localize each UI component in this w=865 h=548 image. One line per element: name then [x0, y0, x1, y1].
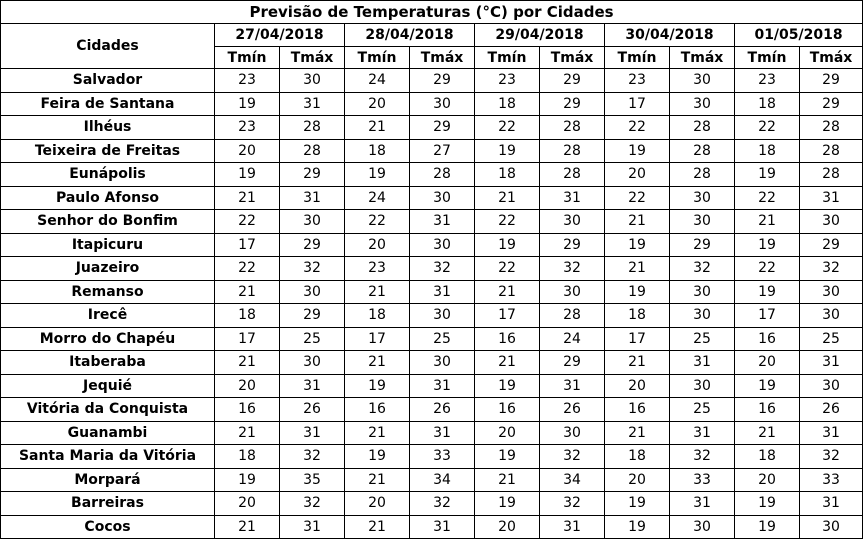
- tmax-value-cell: 30: [540, 280, 605, 304]
- tmin-header: Tmín: [735, 47, 800, 69]
- tmin-value-cell: 21: [475, 280, 540, 304]
- city-name-cell: Itaberaba: [1, 351, 215, 375]
- tmin-value-cell: 19: [345, 445, 410, 469]
- tmin-value-cell: 22: [215, 210, 280, 234]
- table-title: Previsão de Temperaturas (°C) por Cidades: [1, 1, 863, 24]
- tmin-value-cell: 19: [475, 374, 540, 398]
- tmax-value-cell: 33: [670, 468, 735, 492]
- tmax-value-cell: 31: [800, 421, 863, 445]
- table-row: [1, 515, 863, 539]
- table-row: [1, 445, 863, 469]
- tmin-value-cell: 19: [345, 163, 410, 187]
- city-name-cell: Morpará: [1, 468, 215, 492]
- tmin-value-cell: 21: [215, 186, 280, 210]
- tmin-value-cell: 16: [475, 327, 540, 351]
- tmin-value-cell: 19: [215, 468, 280, 492]
- tmax-value-cell: 30: [280, 351, 345, 375]
- table-row: [1, 351, 863, 375]
- tmax-value-cell: 30: [670, 92, 735, 116]
- tmax-value-cell: 31: [280, 186, 345, 210]
- tmax-value-cell: 31: [280, 515, 345, 539]
- tmax-value-cell: 30: [670, 69, 735, 93]
- tmax-value-cell: 29: [540, 69, 605, 93]
- tmin-value-cell: 19: [735, 233, 800, 257]
- tmin-value-cell: 19: [475, 139, 540, 163]
- tmin-value-cell: 21: [605, 210, 670, 234]
- tmax-value-cell: 31: [800, 492, 863, 516]
- tmin-value-cell: 21: [735, 210, 800, 234]
- tmin-value-cell: 23: [605, 69, 670, 93]
- table-row: [1, 116, 863, 140]
- table-row: [1, 139, 863, 163]
- city-name-cell: Eunápolis: [1, 163, 215, 187]
- tmax-value-cell: 28: [800, 163, 863, 187]
- tmin-value-cell: 21: [215, 351, 280, 375]
- tmin-value-cell: 22: [475, 210, 540, 234]
- tmax-value-cell: 30: [410, 186, 475, 210]
- tmax-value-cell: 26: [540, 398, 605, 422]
- tmax-value-cell: 35: [280, 468, 345, 492]
- city-name-cell: Paulo Afonso: [1, 186, 215, 210]
- tmax-value-cell: 29: [410, 69, 475, 93]
- city-name-cell: Santa Maria da Vitória: [1, 445, 215, 469]
- tmin-value-cell: 17: [215, 233, 280, 257]
- city-name-cell: Vitória da Conquista: [1, 398, 215, 422]
- tmax-value-cell: 30: [540, 210, 605, 234]
- table-row: [1, 327, 863, 351]
- tmax-value-cell: 32: [540, 257, 605, 281]
- tmax-value-cell: 31: [540, 374, 605, 398]
- tmin-value-cell: 23: [475, 69, 540, 93]
- tmin-header: Tmín: [215, 47, 280, 69]
- tmax-value-cell: 33: [410, 445, 475, 469]
- tmax-value-cell: 28: [540, 139, 605, 163]
- tmin-header: Tmín: [475, 47, 540, 69]
- tmin-value-cell: 20: [215, 374, 280, 398]
- city-name-cell: Itapicuru: [1, 233, 215, 257]
- city-name-cell: Cocos: [1, 515, 215, 539]
- tmax-value-cell: 29: [280, 163, 345, 187]
- tmin-value-cell: 21: [605, 421, 670, 445]
- tmax-value-cell: 32: [410, 492, 475, 516]
- tmax-value-cell: 31: [410, 210, 475, 234]
- tmax-value-cell: 28: [540, 163, 605, 187]
- tmax-value-cell: 31: [280, 421, 345, 445]
- tmin-value-cell: 20: [605, 468, 670, 492]
- tmax-value-cell: 25: [670, 327, 735, 351]
- tmax-value-cell: 29: [410, 116, 475, 140]
- tmin-value-cell: 18: [475, 92, 540, 116]
- tmax-value-cell: 31: [410, 374, 475, 398]
- tmax-value-cell: 28: [670, 139, 735, 163]
- tmin-value-cell: 16: [605, 398, 670, 422]
- tmax-value-cell: 28: [800, 139, 863, 163]
- tmax-value-cell: 30: [410, 351, 475, 375]
- table-row: [1, 92, 863, 116]
- tmax-value-cell: 30: [800, 374, 863, 398]
- tmin-value-cell: 21: [345, 421, 410, 445]
- tmax-value-cell: 30: [280, 69, 345, 93]
- tmin-value-cell: 18: [345, 139, 410, 163]
- city-name-cell: Juazeiro: [1, 257, 215, 281]
- tmax-value-cell: 29: [540, 233, 605, 257]
- tmin-value-cell: 19: [605, 280, 670, 304]
- date-header: 27/04/2018: [215, 24, 345, 47]
- tmax-value-cell: 30: [540, 421, 605, 445]
- table-row: [1, 186, 863, 210]
- tmax-header: Tmáx: [280, 47, 345, 69]
- tmin-value-cell: 18: [735, 445, 800, 469]
- tmax-value-cell: 30: [800, 304, 863, 328]
- tmin-value-cell: 19: [475, 492, 540, 516]
- tmin-value-cell: 24: [345, 69, 410, 93]
- tmin-header: Tmín: [345, 47, 410, 69]
- tmin-value-cell: 23: [215, 69, 280, 93]
- table-row: [1, 233, 863, 257]
- tmin-value-cell: 19: [735, 280, 800, 304]
- tmin-value-cell: 22: [345, 210, 410, 234]
- table-row: [1, 492, 863, 516]
- tmin-value-cell: 22: [735, 186, 800, 210]
- tmin-value-cell: 16: [475, 398, 540, 422]
- tmax-value-cell: 30: [280, 280, 345, 304]
- tmax-value-cell: 28: [410, 163, 475, 187]
- tmin-value-cell: 23: [735, 69, 800, 93]
- tmax-header: Tmáx: [800, 47, 863, 69]
- tmin-value-cell: 19: [475, 233, 540, 257]
- table-row: [1, 421, 863, 445]
- table-body: [1, 69, 863, 539]
- tmin-value-cell: 16: [345, 398, 410, 422]
- table-row: [1, 69, 863, 93]
- tmin-value-cell: 23: [215, 116, 280, 140]
- tmin-value-cell: 20: [345, 92, 410, 116]
- tmin-value-cell: 20: [605, 163, 670, 187]
- tmin-value-cell: 19: [215, 92, 280, 116]
- tmin-value-cell: 16: [735, 327, 800, 351]
- tmin-value-cell: 21: [215, 280, 280, 304]
- tmin-value-cell: 19: [735, 374, 800, 398]
- tmax-value-cell: 30: [670, 515, 735, 539]
- tmax-value-cell: 31: [670, 421, 735, 445]
- city-name-cell: Ilhéus: [1, 116, 215, 140]
- tmax-value-cell: 31: [280, 92, 345, 116]
- table-row: [1, 257, 863, 281]
- city-column-header: Cidades: [1, 24, 215, 69]
- tmax-value-cell: 30: [670, 210, 735, 234]
- table-row: [1, 304, 863, 328]
- tmax-value-cell: 30: [800, 280, 863, 304]
- date-header: 01/05/2018: [735, 24, 863, 47]
- tmin-value-cell: 20: [345, 233, 410, 257]
- tmax-value-cell: 29: [540, 92, 605, 116]
- tmin-value-cell: 19: [215, 163, 280, 187]
- tmin-value-cell: 19: [605, 233, 670, 257]
- date-header: 28/04/2018: [345, 24, 475, 47]
- tmax-value-cell: 31: [800, 351, 863, 375]
- tmax-value-cell: 31: [280, 374, 345, 398]
- table-row: [1, 280, 863, 304]
- city-name-cell: Jequié: [1, 374, 215, 398]
- city-name-cell: Remanso: [1, 280, 215, 304]
- tmin-value-cell: 21: [475, 186, 540, 210]
- tmax-value-cell: 32: [800, 257, 863, 281]
- tmin-value-cell: 21: [345, 351, 410, 375]
- tmin-value-cell: 19: [735, 515, 800, 539]
- tmax-value-cell: 32: [540, 492, 605, 516]
- tmin-value-cell: 21: [475, 468, 540, 492]
- tmax-value-cell: 31: [540, 515, 605, 539]
- tmin-value-cell: 19: [735, 492, 800, 516]
- tmax-value-cell: 29: [800, 92, 863, 116]
- tmin-value-cell: 16: [215, 398, 280, 422]
- tmin-value-cell: 20: [475, 515, 540, 539]
- tmin-value-cell: 18: [475, 163, 540, 187]
- city-name-cell: Morro do Chapéu: [1, 327, 215, 351]
- tmin-value-cell: 19: [735, 163, 800, 187]
- tmax-value-cell: 32: [670, 257, 735, 281]
- tmax-value-cell: 31: [410, 421, 475, 445]
- tmax-value-cell: 26: [410, 398, 475, 422]
- tmin-value-cell: 22: [475, 116, 540, 140]
- tmin-value-cell: 18: [345, 304, 410, 328]
- tmin-value-cell: 20: [215, 139, 280, 163]
- city-name-cell: Irecê: [1, 304, 215, 328]
- tmin-value-cell: 21: [475, 351, 540, 375]
- tmin-value-cell: 20: [345, 492, 410, 516]
- tmin-value-cell: 24: [345, 186, 410, 210]
- tmin-value-cell: 21: [215, 421, 280, 445]
- tmin-value-cell: 19: [605, 515, 670, 539]
- tmin-value-cell: 20: [605, 374, 670, 398]
- city-name-cell: Salvador: [1, 69, 215, 93]
- tmax-value-cell: 30: [280, 210, 345, 234]
- tmin-value-cell: 18: [605, 304, 670, 328]
- tmax-value-cell: 32: [280, 445, 345, 469]
- city-name-cell: Barreiras: [1, 492, 215, 516]
- table-row: [1, 398, 863, 422]
- tmax-value-cell: 25: [280, 327, 345, 351]
- tmax-value-cell: 29: [280, 233, 345, 257]
- tmax-value-cell: 24: [540, 327, 605, 351]
- tmax-value-cell: 26: [280, 398, 345, 422]
- tmin-value-cell: 21: [345, 116, 410, 140]
- tmax-value-cell: 28: [280, 139, 345, 163]
- tmax-value-cell: 31: [410, 515, 475, 539]
- tmin-value-cell: 19: [605, 139, 670, 163]
- tmax-value-cell: 30: [410, 304, 475, 328]
- tmax-value-cell: 29: [800, 69, 863, 93]
- tmax-value-cell: 34: [410, 468, 475, 492]
- tmax-value-cell: 28: [800, 116, 863, 140]
- tmax-value-cell: 30: [800, 515, 863, 539]
- tmin-value-cell: 16: [735, 398, 800, 422]
- tmax-value-cell: 27: [410, 139, 475, 163]
- tmax-value-cell: 30: [670, 304, 735, 328]
- tmax-value-cell: 30: [670, 280, 735, 304]
- tmax-value-cell: 30: [410, 92, 475, 116]
- table-row: [1, 374, 863, 398]
- tmax-value-cell: 28: [540, 304, 605, 328]
- tmax-value-cell: 30: [670, 186, 735, 210]
- tmin-value-cell: 18: [735, 139, 800, 163]
- city-name-cell: Teixeira de Freitas: [1, 139, 215, 163]
- tmax-value-cell: 31: [410, 280, 475, 304]
- tmin-value-cell: 21: [605, 351, 670, 375]
- tmax-value-cell: 30: [410, 233, 475, 257]
- tmin-value-cell: 17: [605, 327, 670, 351]
- tmax-value-cell: 25: [800, 327, 863, 351]
- tmax-value-cell: 30: [670, 374, 735, 398]
- tmax-value-cell: 28: [540, 116, 605, 140]
- tmax-value-cell: 29: [540, 351, 605, 375]
- tmax-header: Tmáx: [540, 47, 605, 69]
- tmin-value-cell: 19: [605, 492, 670, 516]
- tmin-value-cell: 22: [605, 116, 670, 140]
- table-row: [1, 210, 863, 234]
- tmax-value-cell: 25: [670, 398, 735, 422]
- tmax-header: Tmáx: [410, 47, 475, 69]
- tmin-value-cell: 21: [605, 257, 670, 281]
- tmax-value-cell: 29: [280, 304, 345, 328]
- tmax-value-cell: 26: [800, 398, 863, 422]
- tmax-value-cell: 25: [410, 327, 475, 351]
- tmin-value-cell: 19: [345, 374, 410, 398]
- tmax-value-cell: 30: [800, 210, 863, 234]
- tmax-value-cell: 32: [280, 257, 345, 281]
- tmin-value-cell: 18: [605, 445, 670, 469]
- tmax-value-cell: 31: [670, 492, 735, 516]
- tmin-value-cell: 17: [475, 304, 540, 328]
- tmin-value-cell: 23: [345, 257, 410, 281]
- tmax-value-cell: 32: [540, 445, 605, 469]
- tmax-value-cell: 28: [670, 163, 735, 187]
- tmax-value-cell: 29: [670, 233, 735, 257]
- tmin-value-cell: 17: [735, 304, 800, 328]
- date-header: 29/04/2018: [475, 24, 605, 47]
- city-name-cell: Senhor do Bonfim: [1, 210, 215, 234]
- tmax-value-cell: 32: [280, 492, 345, 516]
- tmin-value-cell: 20: [735, 468, 800, 492]
- table-row: [1, 468, 863, 492]
- tmin-value-cell: 19: [475, 445, 540, 469]
- tmin-value-cell: 20: [475, 421, 540, 445]
- tmin-value-cell: 20: [215, 492, 280, 516]
- tmin-value-cell: 22: [215, 257, 280, 281]
- tmax-value-cell: 29: [800, 233, 863, 257]
- tmin-value-cell: 17: [605, 92, 670, 116]
- tmax-value-cell: 31: [670, 351, 735, 375]
- tmin-value-cell: 18: [215, 304, 280, 328]
- tmin-value-cell: 17: [345, 327, 410, 351]
- tmin-value-cell: 21: [345, 515, 410, 539]
- tmin-value-cell: 18: [735, 92, 800, 116]
- tmax-value-cell: 34: [540, 468, 605, 492]
- tmax-value-cell: 28: [280, 116, 345, 140]
- tmin-value-cell: 20: [735, 351, 800, 375]
- tmax-value-cell: 33: [800, 468, 863, 492]
- tmin-value-cell: 17: [215, 327, 280, 351]
- tmax-value-cell: 32: [410, 257, 475, 281]
- date-header: 30/04/2018: [605, 24, 735, 47]
- table-row: [1, 163, 863, 187]
- tmin-value-cell: 21: [345, 468, 410, 492]
- tmin-value-cell: 22: [735, 257, 800, 281]
- tmax-value-cell: 32: [670, 445, 735, 469]
- city-name-cell: Guanambi: [1, 421, 215, 445]
- tmax-value-cell: 31: [540, 186, 605, 210]
- tmax-value-cell: 31: [800, 186, 863, 210]
- tmax-value-cell: 28: [670, 116, 735, 140]
- city-name-cell: Feira de Santana: [1, 92, 215, 116]
- tmin-header: Tmín: [605, 47, 670, 69]
- tmin-value-cell: 22: [475, 257, 540, 281]
- tmin-value-cell: 22: [735, 116, 800, 140]
- tmin-value-cell: 21: [215, 515, 280, 539]
- tmin-value-cell: 21: [735, 421, 800, 445]
- tmin-value-cell: 21: [345, 280, 410, 304]
- tmax-header: Tmáx: [670, 47, 735, 69]
- tmin-value-cell: 22: [605, 186, 670, 210]
- tmin-value-cell: 18: [215, 445, 280, 469]
- tmax-value-cell: 32: [800, 445, 863, 469]
